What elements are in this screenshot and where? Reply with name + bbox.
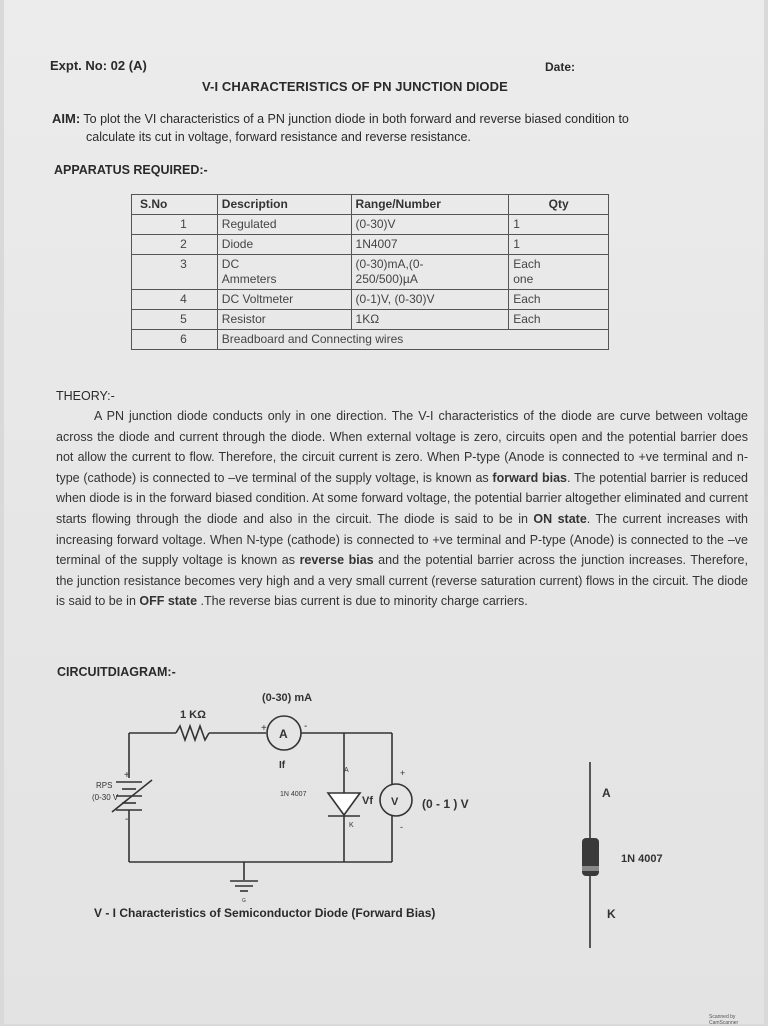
cathode-band bbox=[582, 866, 599, 871]
table-cell: 6 bbox=[132, 330, 218, 350]
table-cell: 2 bbox=[132, 235, 218, 255]
aim-text-line1: To plot the VI characteristics of a PN junction diode in both forward and reverse biased condition to bbox=[83, 112, 629, 126]
cathode-small-label: K bbox=[349, 822, 354, 829]
column-header: Qty bbox=[509, 195, 609, 215]
column-header: S.No bbox=[132, 195, 218, 215]
table-cell: 1 bbox=[132, 215, 218, 235]
table-cell: Each bbox=[509, 310, 609, 330]
cell-line: DC bbox=[221, 257, 240, 271]
vf-label: Vf bbox=[362, 795, 373, 807]
resistor-symbol bbox=[176, 726, 209, 740]
table-cell: (0-1)V, (0-30)V bbox=[351, 290, 509, 310]
resistor-label: 1 KΩ bbox=[180, 709, 206, 721]
table-cell: 1 bbox=[509, 235, 609, 255]
off-state-term: OFF state bbox=[139, 594, 198, 609]
aim-text-line2: calculate its cut in voltage, forward resistance and reverse resistance. bbox=[86, 130, 471, 144]
scanner-watermark: Scanned by CamScanner bbox=[709, 1014, 739, 1026]
ground-label: G bbox=[242, 898, 246, 904]
document-title: V-I CHARACTERISTICS OF PN JUNCTION DIODE bbox=[202, 79, 508, 94]
experiment-number: Expt. No: 02 (A) bbox=[50, 58, 147, 73]
cell-line: Each bbox=[513, 257, 541, 271]
on-state-term: ON state bbox=[533, 511, 587, 526]
table-cell: Regulated bbox=[217, 215, 351, 235]
voltmeter-range-label: (0 - 1 ) V bbox=[422, 797, 469, 811]
table-cell: (0-30)V bbox=[351, 215, 509, 235]
circuit-diagram bbox=[4, 0, 764, 1024]
cell-line: Ammeters bbox=[221, 272, 277, 286]
rps-range-label: (0-30 V bbox=[92, 793, 119, 802]
voltmeter-minus: - bbox=[400, 822, 403, 832]
theory-text: . The potential barrier is reduced when diode is in the forward biased condition. At some forward voltage, the potential barrier altogether eliminated and current starts flowing through the diode and also in the circuit. The diode is said to be in bbox=[56, 470, 748, 526]
component-part-label: 1N 4007 bbox=[621, 853, 663, 865]
table-cell: 4 bbox=[132, 290, 218, 310]
table-cell: 3 bbox=[132, 255, 218, 290]
theory-text: . The current increases with increasing forward voltage. When N-type (cathode) is connected to +ve terminal and P-type (Anode) is connected to the –ve terminal of the supply voltage is known as bbox=[56, 511, 748, 568]
column-header: Range/Number bbox=[351, 195, 509, 215]
voltmeter-plus: + bbox=[400, 768, 406, 778]
table-cell: 1N4007 bbox=[351, 235, 509, 255]
cell-line: one bbox=[513, 272, 534, 286]
theory-text: and the potential barrier across the junction increases. Therefore, the junction resistance becomes very high and a very small current (reverse saturation current) flows in the circuit. The diode is said to be in bbox=[56, 553, 748, 609]
table-cell: Resistor bbox=[217, 310, 351, 330]
ammeter-letter: A bbox=[279, 727, 288, 741]
date-label: Date: bbox=[545, 60, 576, 74]
table-cell: 1 bbox=[509, 215, 609, 235]
table-cell: Breadboard and Connecting wires bbox=[217, 330, 608, 350]
rps-label: RPS bbox=[96, 781, 113, 790]
table-cell: Each bbox=[509, 290, 609, 310]
column-header: Description bbox=[217, 195, 351, 215]
table-cell: 5 bbox=[132, 310, 218, 330]
theory-text: .The reverse bias current is due to minority charge carriers. bbox=[197, 594, 528, 609]
ammeter-plus: + bbox=[261, 723, 267, 734]
table-cell: Diode bbox=[217, 235, 351, 255]
cell-line: (0-30)mA,(0- bbox=[355, 257, 424, 271]
component-anode-label: A bbox=[602, 786, 611, 800]
diode-part-label: 1N 4007 bbox=[280, 791, 307, 798]
anode-small-label: A bbox=[344, 767, 349, 774]
table-cell: 1KΩ bbox=[351, 310, 509, 330]
apparatus-heading: APPARATUS REQUIRED:- bbox=[54, 163, 208, 177]
aim-label: AIM: bbox=[52, 111, 81, 126]
battery-minus: - bbox=[125, 814, 129, 825]
battery-plus: + bbox=[124, 770, 130, 781]
theory-text: A PN junction diode conducts only in one direction. The V-I characteristics of the diode are curve between voltage across the diode and current through the diode. When external voltage is zero, circuits open and the potential barrier does not allow the current to flow. Therefore, the circuit current is zero. When P-type (Anode is connected to +ve terminal and n-type (cathode) is connected to –ve terminal of the supply voltage, is known as bbox=[56, 409, 748, 485]
diode-symbol bbox=[328, 793, 360, 815]
ammeter-range-label: (0-30) mA bbox=[262, 692, 313, 704]
theory-heading: THEORY:- bbox=[56, 389, 115, 403]
document-page bbox=[4, 0, 764, 1024]
ammeter-minus: - bbox=[304, 721, 308, 732]
reverse-bias-term: reverse bias bbox=[299, 553, 374, 568]
component-cathode-label: K bbox=[607, 907, 616, 921]
table-cell: DC Voltmeter bbox=[217, 290, 351, 310]
voltmeter-letter: V bbox=[391, 796, 399, 808]
circuit-diagram-heading: CIRCUITDIAGRAM:- bbox=[57, 665, 176, 679]
current-label: If bbox=[279, 760, 286, 771]
cell-line: 250/500)µA bbox=[355, 272, 418, 286]
forward-bias-term: forward bias bbox=[492, 470, 567, 485]
circuit-caption: V - I Characteristics of Semiconductor Diode (Forward Bias) bbox=[94, 906, 436, 920]
